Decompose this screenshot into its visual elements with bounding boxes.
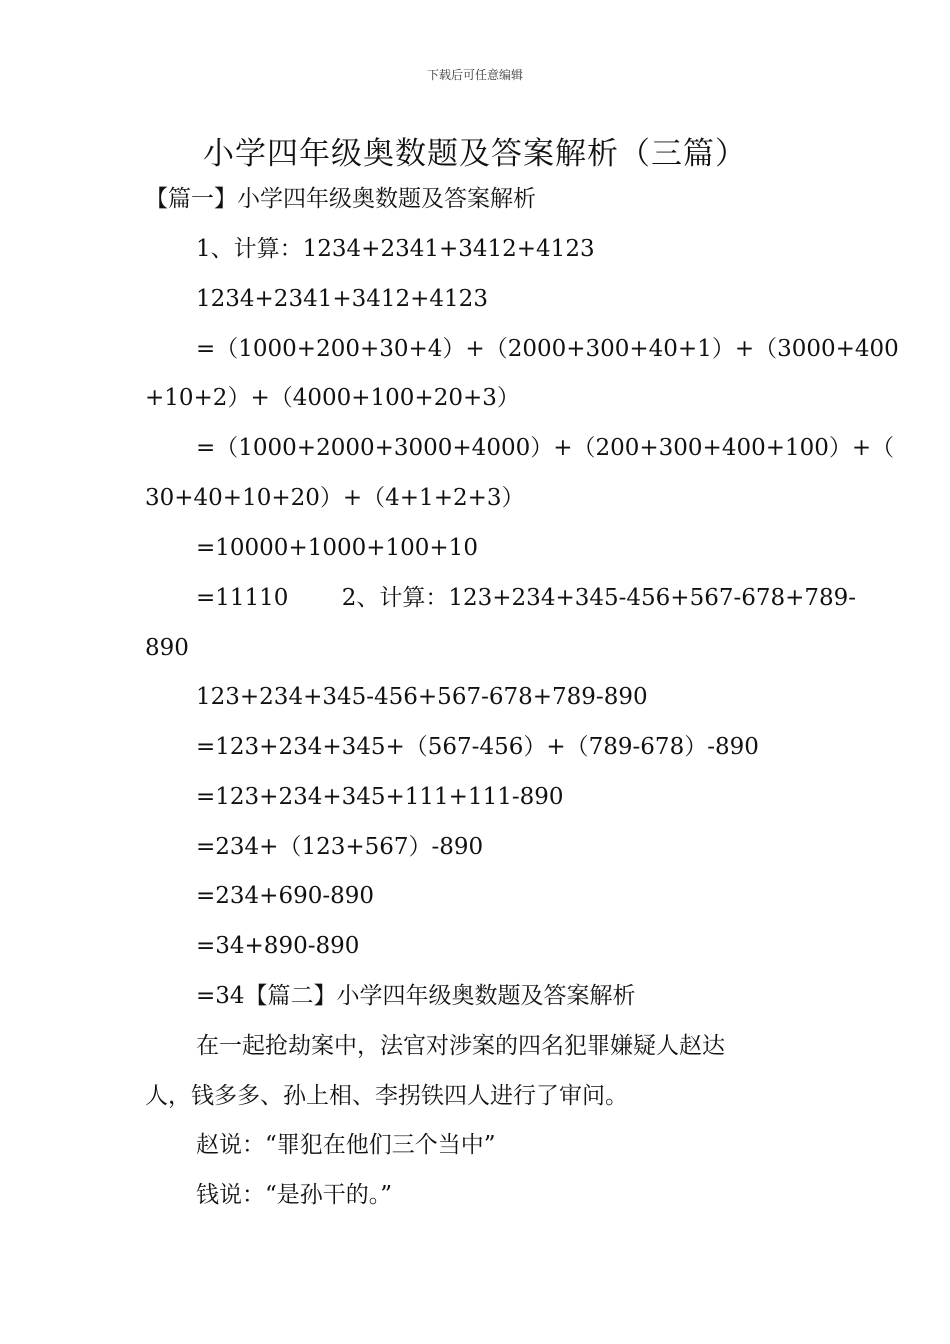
text-line: =234+690-890	[196, 883, 375, 909]
section-heading: =34【篇二】小学四年级奥数题及答案解析	[196, 983, 636, 1009]
text-line: 30+40+10+20）+（4+1+2+3）	[145, 485, 525, 511]
text-line: =（1000+200+30+4）+（2000+300+40+1）+（3000+400	[196, 336, 899, 362]
text-line: =10000+1000+100+10	[196, 535, 478, 561]
text-line: 赵说：“罪犯在他们三个当中”	[196, 1132, 496, 1158]
text-line: =123+234+345+（567-456）+（789-678）-890	[196, 734, 759, 760]
text-line: =123+234+345+111+111-890	[196, 784, 564, 810]
text-line: =11110 2、计算：123+234+345-456+567-678+789-	[196, 585, 857, 611]
text-line: =234+（123+567）-890	[196, 834, 484, 860]
text-line: 在一起抢劫案中，法官对涉案的四名犯罪嫌疑人赵达	[196, 1033, 725, 1059]
text-line: 123+234+345-456+567-678+789-890	[196, 684, 648, 710]
text-line: +10+2）+（4000+100+20+3）	[145, 385, 520, 411]
page-header: 下载后可任意编辑	[426, 68, 523, 82]
text-line: 人，钱多多、孙上相、李拐铁四人进行了审问。	[145, 1083, 628, 1109]
section-heading: 【篇一】小学四年级奥数题及答案解析	[145, 186, 536, 212]
text-line: =（1000+2000+3000+4000）+（200+300+400+100）+（	[196, 435, 895, 461]
text-line: 1234+2341+3412+4123	[196, 286, 488, 312]
text-line: 1、计算：1234+2341+3412+4123	[196, 236, 595, 262]
text-line: 890	[145, 635, 189, 661]
text-line: =34+890-890	[196, 933, 360, 959]
document-title: 小学四年级奥数题及答案解析（三篇）	[203, 136, 747, 172]
text-line: 钱说：“是孙干的。”	[196, 1182, 393, 1208]
